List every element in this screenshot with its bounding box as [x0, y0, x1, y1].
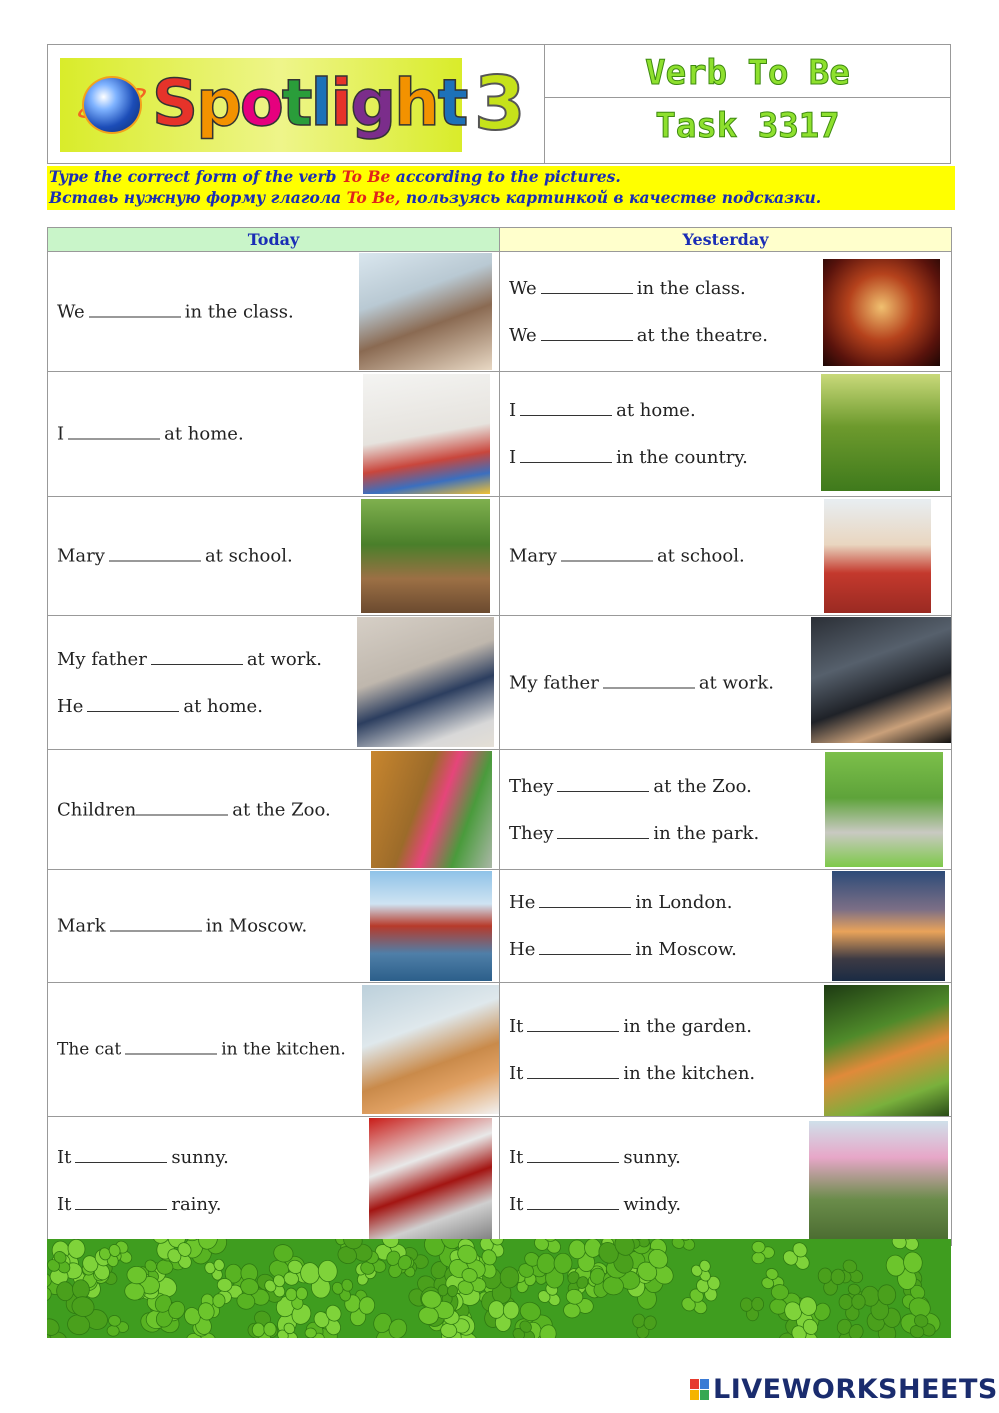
- sentence: [509, 387, 748, 434]
- logo-number: 3: [474, 61, 526, 147]
- sentence-subject: It: [509, 1015, 524, 1037]
- yesterday-cell: [500, 497, 952, 616]
- answer-blank[interactable]: [557, 777, 649, 792]
- logo-letter: p: [196, 67, 240, 141]
- sentence-end: at school.: [656, 545, 745, 567]
- sentence: [57, 411, 244, 458]
- answer-blank[interactable]: [68, 425, 160, 440]
- sentence: [509, 810, 759, 857]
- sentences: [509, 387, 748, 481]
- exercise-table: [47, 227, 952, 1246]
- sentences: [57, 786, 331, 833]
- sentence-end: at home.: [183, 695, 263, 717]
- red-leaves-photo: [369, 1118, 492, 1243]
- sentence-end: in the class.: [184, 301, 294, 322]
- exercise-row: [48, 372, 952, 497]
- sentence-subject: The cat: [57, 1039, 122, 1059]
- globe-icon: [82, 76, 142, 134]
- today-cell: [48, 870, 500, 983]
- answer-blank[interactable]: [603, 673, 695, 688]
- sentence-end: at work.: [698, 672, 774, 693]
- exercise-row: [48, 616, 952, 750]
- instruction-en-highlight: To Be: [341, 167, 391, 186]
- answer-blank[interactable]: [110, 917, 202, 932]
- answer-blank[interactable]: [561, 547, 653, 562]
- sentence-end: in the kitchen.: [623, 1062, 756, 1084]
- brand-text: LIVEWORKSHEETS: [713, 1374, 998, 1405]
- sentence-end: rainy.: [171, 1194, 222, 1215]
- sentence: [509, 434, 748, 481]
- sentence: [57, 1181, 229, 1228]
- clover-leaf-icon: [817, 1267, 846, 1296]
- yesterday-cell: [500, 1117, 952, 1246]
- sentences: [509, 659, 774, 706]
- sentence: [509, 533, 745, 580]
- exercise-row: [48, 252, 952, 372]
- liveworksheets-badge-icon: [690, 1379, 710, 1401]
- playground-photo: [361, 499, 490, 613]
- answer-blank[interactable]: [541, 326, 633, 341]
- task-number: Task 3317: [655, 106, 840, 146]
- sentence-subject: Mark: [57, 915, 106, 937]
- sentence-subject: We: [509, 277, 537, 299]
- schoolgirl-photo: [824, 499, 931, 613]
- answer-blank[interactable]: [527, 1017, 619, 1032]
- sentences: [509, 1003, 755, 1097]
- clover-banner: [47, 1239, 951, 1338]
- sentences: [57, 1026, 346, 1073]
- spotlight-logo: [60, 58, 467, 152]
- sentence-subject: I: [509, 400, 517, 421]
- sentence-subject: It: [57, 1147, 72, 1168]
- sentences: [57, 636, 322, 730]
- sentences: [57, 1134, 229, 1228]
- instruction-ru: [49, 187, 955, 208]
- yesterday-cell: [500, 252, 952, 372]
- sentence-end: in Moscow.: [205, 915, 308, 937]
- instruction-en-text-end: according to the pictures.: [390, 167, 621, 186]
- theatre-stage-photo: [823, 259, 940, 366]
- logo-letter: l: [310, 67, 331, 141]
- answer-blank[interactable]: [87, 697, 179, 712]
- instruction-en-text: Type the correct form of the verb: [49, 167, 342, 186]
- sentence-end: sunny.: [171, 1147, 229, 1168]
- sentences: [509, 265, 768, 359]
- sentences: [509, 879, 737, 973]
- london-big-ben-photo: [832, 871, 945, 981]
- clover-leaf-icon: [106, 1315, 130, 1338]
- clover-leaf-icon: [740, 1297, 764, 1321]
- sentences: [509, 1134, 681, 1228]
- sentence-subject: Children: [57, 799, 137, 820]
- kitten-garden-photo: [824, 985, 949, 1116]
- logo-box: [48, 45, 545, 163]
- sentence-subject: It: [509, 1062, 524, 1084]
- sentence-end: in the country.: [616, 447, 748, 468]
- sentence-subject: He: [509, 939, 536, 960]
- column-header-yesterday: Yesterday: [500, 228, 952, 252]
- liveworksheets-logo: [690, 1375, 998, 1405]
- sentence-subject: My father: [57, 648, 147, 670]
- exercise-row: [48, 1117, 952, 1246]
- sentence-end: at the theatre.: [636, 324, 768, 346]
- today-cell: [48, 616, 500, 750]
- sentence-subject: We: [57, 301, 85, 322]
- sentence: [509, 1181, 681, 1228]
- logo-letter: h: [394, 67, 438, 141]
- sentence: [57, 1134, 229, 1181]
- exercise-row: [48, 870, 952, 983]
- sentence-end: in the class.: [636, 277, 746, 299]
- sentence-subject: We: [509, 324, 537, 346]
- answer-blank[interactable]: [109, 547, 201, 562]
- clover-leaf-icon: [839, 1294, 866, 1321]
- sentence-end: at home.: [616, 400, 696, 421]
- sentence: [57, 683, 322, 730]
- sentences: [57, 903, 307, 950]
- sentence-subject: My father: [509, 672, 599, 693]
- answer-blank[interactable]: [75, 1195, 167, 1210]
- sentence-end: windy.: [623, 1194, 682, 1215]
- today-cell: [48, 750, 500, 870]
- exercise-row: [48, 750, 952, 870]
- today-cell: [48, 497, 500, 616]
- instruction-ru-highlight: To Be,: [346, 188, 401, 207]
- header: [47, 44, 951, 164]
- sentence: [57, 1026, 346, 1073]
- worksheet-title: Verb To Be: [545, 49, 950, 98]
- answer-blank[interactable]: [539, 940, 631, 955]
- sentences: [57, 411, 244, 458]
- boy-playing-toys-photo: [363, 374, 490, 494]
- clover-leaf-icon: [752, 1241, 774, 1263]
- sentence-subject: He: [509, 892, 536, 913]
- sentence-end: sunny.: [623, 1147, 681, 1168]
- exercise-row: [48, 497, 952, 616]
- kitten-kitchen-photo: [362, 985, 499, 1114]
- sentence: [57, 533, 293, 580]
- answer-blank[interactable]: [75, 1148, 167, 1163]
- sentence-end: at school.: [204, 545, 293, 567]
- sentence-end: at work.: [246, 648, 322, 670]
- man-with-laptop-photo: [357, 617, 494, 747]
- logo-letter: i: [330, 67, 351, 141]
- clover-leaf-icon: [830, 1317, 865, 1338]
- windy-day-photo: [809, 1121, 948, 1242]
- today-cell: [48, 983, 500, 1117]
- today-cell: [48, 252, 500, 372]
- sentence: [509, 265, 768, 312]
- yesterday-cell: [500, 616, 952, 750]
- sentence-end: at home.: [164, 423, 244, 445]
- sentence-end: in London.: [635, 892, 733, 913]
- sentence-subject: I: [57, 423, 65, 445]
- answer-blank[interactable]: [527, 1195, 619, 1210]
- sentence: [509, 659, 774, 706]
- instruction-ru-text: Вставь нужную форму глагола: [49, 188, 347, 207]
- clover-leaf-icon: [780, 1240, 816, 1276]
- answer-blank[interactable]: [520, 448, 612, 463]
- sentence: [509, 1050, 755, 1097]
- column-header-today: Today: [48, 228, 500, 252]
- sentences: [509, 763, 759, 857]
- today-cell: [48, 372, 500, 497]
- title-box: [545, 45, 950, 163]
- mechanic-photo: [811, 617, 951, 743]
- instructions: [47, 166, 955, 210]
- answer-blank[interactable]: [557, 824, 649, 839]
- today-cell: [48, 1117, 500, 1246]
- clover-leaf-icon: [670, 1239, 701, 1257]
- park-path-photo: [825, 752, 943, 867]
- sentence-end: in the kitchen.: [221, 1039, 346, 1059]
- answer-blank[interactable]: [136, 800, 228, 815]
- clover-leaf-icon: [366, 1311, 410, 1338]
- clover-leaf-icon: [630, 1313, 657, 1338]
- instruction-ru-text-end: пользуясь картинкой в качестве подсказки.: [400, 188, 822, 207]
- answer-blank[interactable]: [527, 1064, 619, 1079]
- sentence: [57, 288, 294, 335]
- instruction-en: [49, 166, 955, 187]
- zoo-lion-children-photo: [371, 751, 492, 868]
- answer-blank[interactable]: [520, 401, 612, 416]
- sentence-subject: It: [57, 1194, 72, 1215]
- answer-blank[interactable]: [89, 302, 181, 317]
- sentence-subject: I: [509, 447, 517, 468]
- sentence: [509, 312, 768, 359]
- yesterday-cell: [500, 870, 952, 983]
- sentence-subject: They: [509, 822, 554, 844]
- sentence-end: in the garden.: [623, 1015, 752, 1037]
- sentences: [57, 288, 294, 335]
- yesterday-cell: [500, 372, 952, 497]
- exercise-row: [48, 983, 952, 1117]
- sentences: [57, 533, 293, 580]
- sentence-end: at the Zoo.: [653, 775, 752, 797]
- sentence-subject: Mary: [57, 545, 105, 567]
- sentences: [509, 533, 745, 580]
- sentence-subject: They: [509, 775, 554, 797]
- logo-word: [152, 64, 466, 144]
- answer-blank[interactable]: [527, 1148, 619, 1163]
- sentence: [57, 786, 331, 833]
- answer-blank[interactable]: [541, 279, 633, 294]
- logo-letter: t: [281, 67, 311, 141]
- sentence-subject: It: [509, 1194, 524, 1215]
- sentence-subject: He: [57, 695, 84, 717]
- worksheet: [47, 44, 951, 1215]
- sentence-end: in Moscow.: [635, 939, 737, 960]
- logo-letter: g: [350, 67, 395, 141]
- logo-letter: o: [239, 67, 282, 141]
- sentence: [509, 1134, 681, 1181]
- sentence-subject: Mary: [509, 545, 557, 567]
- answer-blank[interactable]: [125, 1039, 217, 1054]
- answer-blank[interactable]: [151, 650, 243, 665]
- logo-letter: S: [152, 67, 197, 141]
- sentence-end: in the park.: [653, 822, 760, 844]
- moscow-kremlin-photo: [370, 871, 492, 981]
- sentence: [509, 763, 759, 810]
- yesterday-cell: [500, 750, 952, 870]
- sentence-subject: It: [509, 1147, 524, 1168]
- answer-blank[interactable]: [539, 893, 631, 908]
- sentence: [57, 903, 307, 950]
- sentence: [509, 879, 737, 926]
- sentence: [509, 926, 737, 973]
- countryside-farm-photo: [821, 374, 940, 491]
- sentence-end: at the Zoo.: [232, 799, 331, 820]
- classroom-photo: [359, 253, 492, 370]
- sentence: [509, 1003, 755, 1050]
- logo-letter: t: [437, 67, 467, 141]
- yesterday-cell: [500, 983, 952, 1117]
- sentence: [57, 636, 322, 683]
